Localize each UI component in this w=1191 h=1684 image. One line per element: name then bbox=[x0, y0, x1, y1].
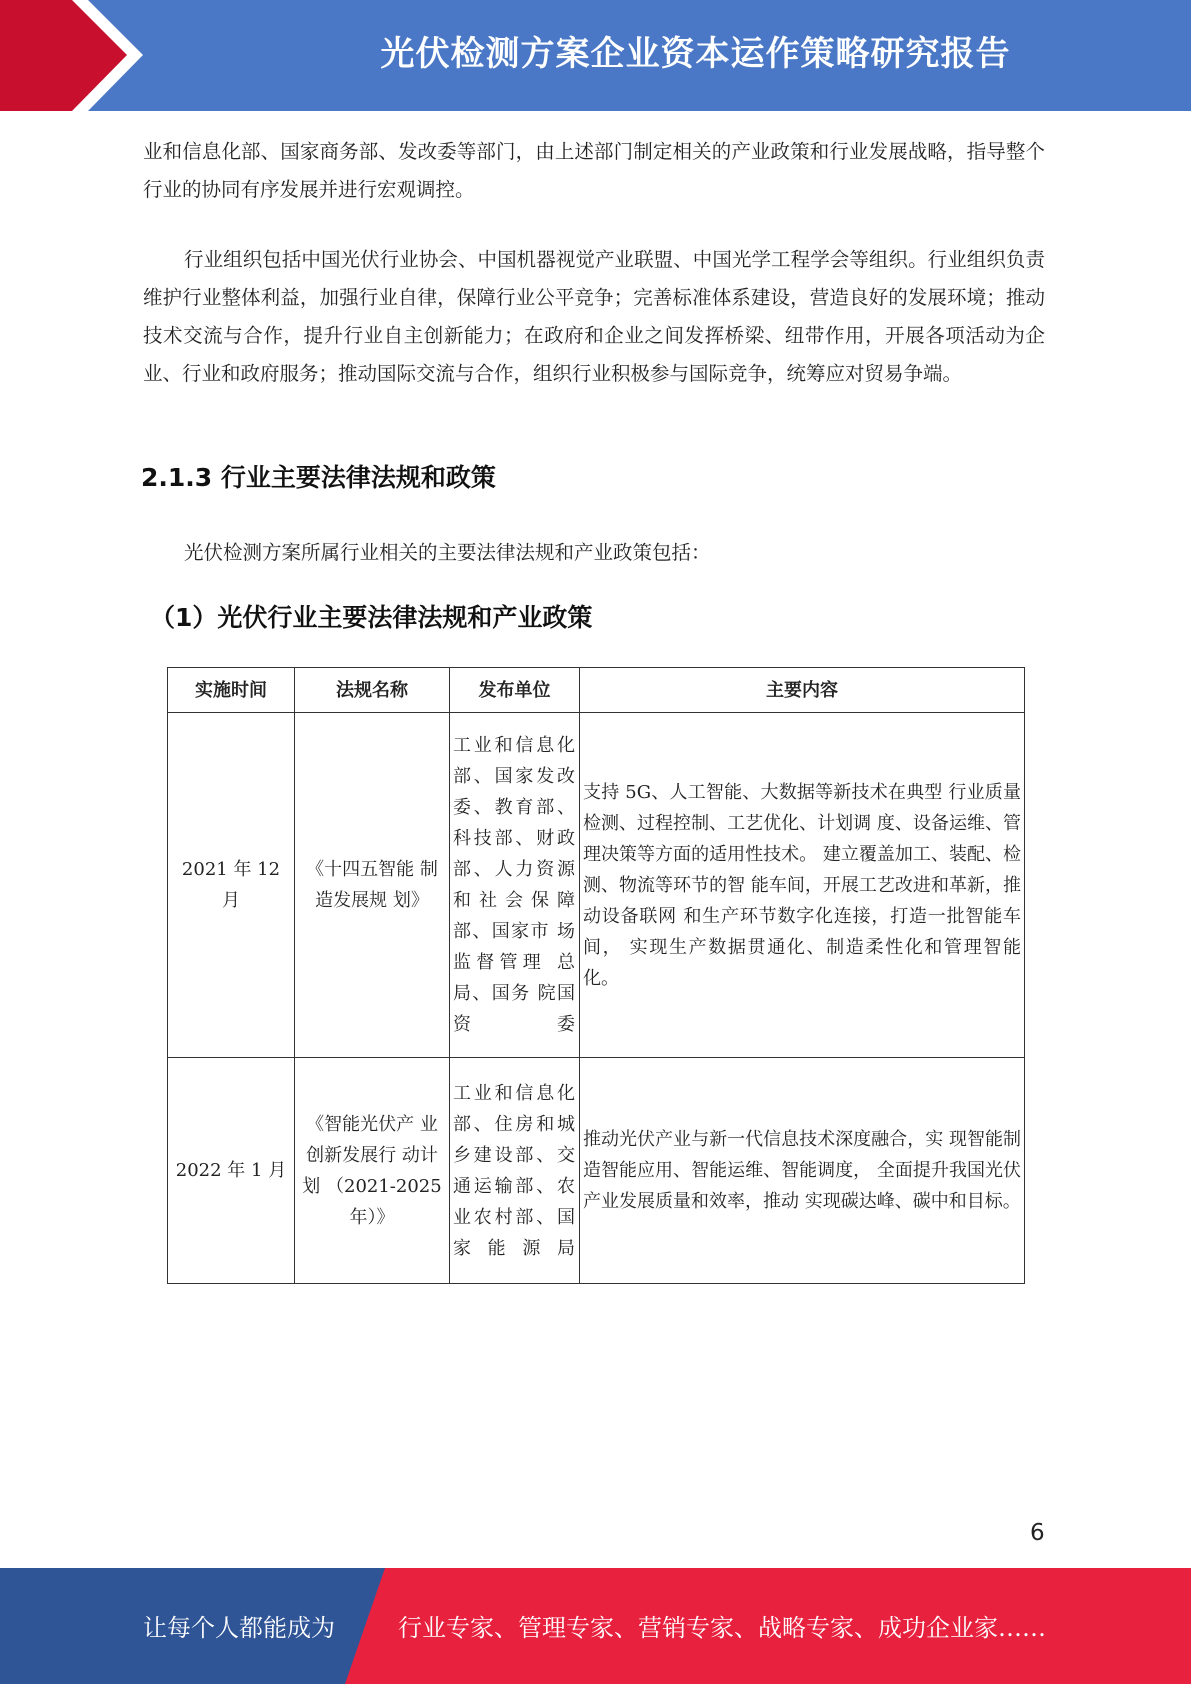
section-heading: 2.1.3 行业主要法律法规和政策 bbox=[141, 463, 496, 492]
footer-slogan-left: 让每个人都能成为 bbox=[143, 1614, 335, 1642]
header-band bbox=[0, 0, 1191, 111]
cell-org: 工业和信息化部、住房和城乡建设部、交通运输部、农业农村部、国家能源局 bbox=[450, 1058, 580, 1284]
cell-name: 《智能光伏产 业创新发展行 动计划 （2021-2025 年）》 bbox=[295, 1058, 450, 1284]
paragraph-intro: 光伏检测方案所属行业相关的主要法律法规和产业政策包括： bbox=[184, 541, 711, 564]
cell-time: 2022 年 1 月 bbox=[168, 1058, 295, 1284]
cell-name: 《十四五智能 制造发展规 划》 bbox=[295, 713, 450, 1058]
paragraph-regulators: 业和信息化部、国家商务部、发改委等部门，由上述部门制定相关的产业政策和行业发展战略，指导整个行业的协同有序发展并进行宏观调控。 bbox=[143, 140, 1045, 201]
header-cell-org: 发布单位 bbox=[450, 668, 580, 713]
footer-band bbox=[0, 1568, 1191, 1684]
page-number: 6 bbox=[1030, 1520, 1045, 1546]
cell-content: 支持 5G、人工智能、大数据等新技术在典型 行业质量检测、过程控制、工艺优化、计划调 度、设备运维、管理决策等方面的适用性技术。 建立覆盖加工、装配、检测、物流等环节的智 能车间，开展工艺改进和革新，推动设备联网 和生产环节数字化连接，打造一批智能车间， 实现生产数据贯通化、制造柔性化和管理智能 化。 bbox=[580, 713, 1025, 1058]
header-cell-name: 法规名称 bbox=[295, 668, 450, 713]
cell-content: 推动光伏产业与新一代信息技术深度融合，实 现智能制造智能应用、智能运维、智能调度， 全面提升我国光伏产业发展质量和效率，推动 实现碳达峰、碳中和目标。 bbox=[580, 1058, 1025, 1284]
cell-time: 2021 年 12 月 bbox=[168, 713, 295, 1058]
policy-table bbox=[167, 667, 1025, 1284]
paragraph-industry-orgs: 行业组织包括中国光伏行业协会、中国机器视觉产业联盟、中国光学工程学会等组织。行业组织负责维护行业整体利益，加强行业自律，保障行业公平竞争；完善标准体系建设，营造良好的发展环境；推动技术交流与合作，提升行业自主创新能力；在政府和企业之间发挥桥梁、纽带作用，开展各项活动为企业、行业和政府服务；推动国际交流与合作，组织行业积极参与国际竞争，统筹应对贸易争端。 bbox=[143, 248, 1045, 385]
header-arrow-icon bbox=[0, 0, 160, 111]
table-header-row bbox=[168, 668, 1025, 713]
header-cell-time: 实施时间 bbox=[168, 668, 295, 713]
header-cell-content: 主要内容 bbox=[580, 668, 1025, 713]
report-title: 光伏检测方案企业资本运作策略研究报告 bbox=[380, 34, 1011, 74]
cell-org: 工业和信息化部、国家发改委、教育部、科技部、财政部、人力资源和社会保障 部、国家市 场监督管理 总局、国务 院国资委 bbox=[450, 713, 580, 1058]
footer-slogan-right: 行业专家、管理专家、营销专家、战略专家、成功企业家…… bbox=[398, 1614, 1046, 1642]
table-row bbox=[168, 1058, 1025, 1284]
subsection-heading: （1）光伏行业主要法律法规和产业政策 bbox=[150, 603, 593, 632]
table-row bbox=[168, 713, 1025, 1058]
